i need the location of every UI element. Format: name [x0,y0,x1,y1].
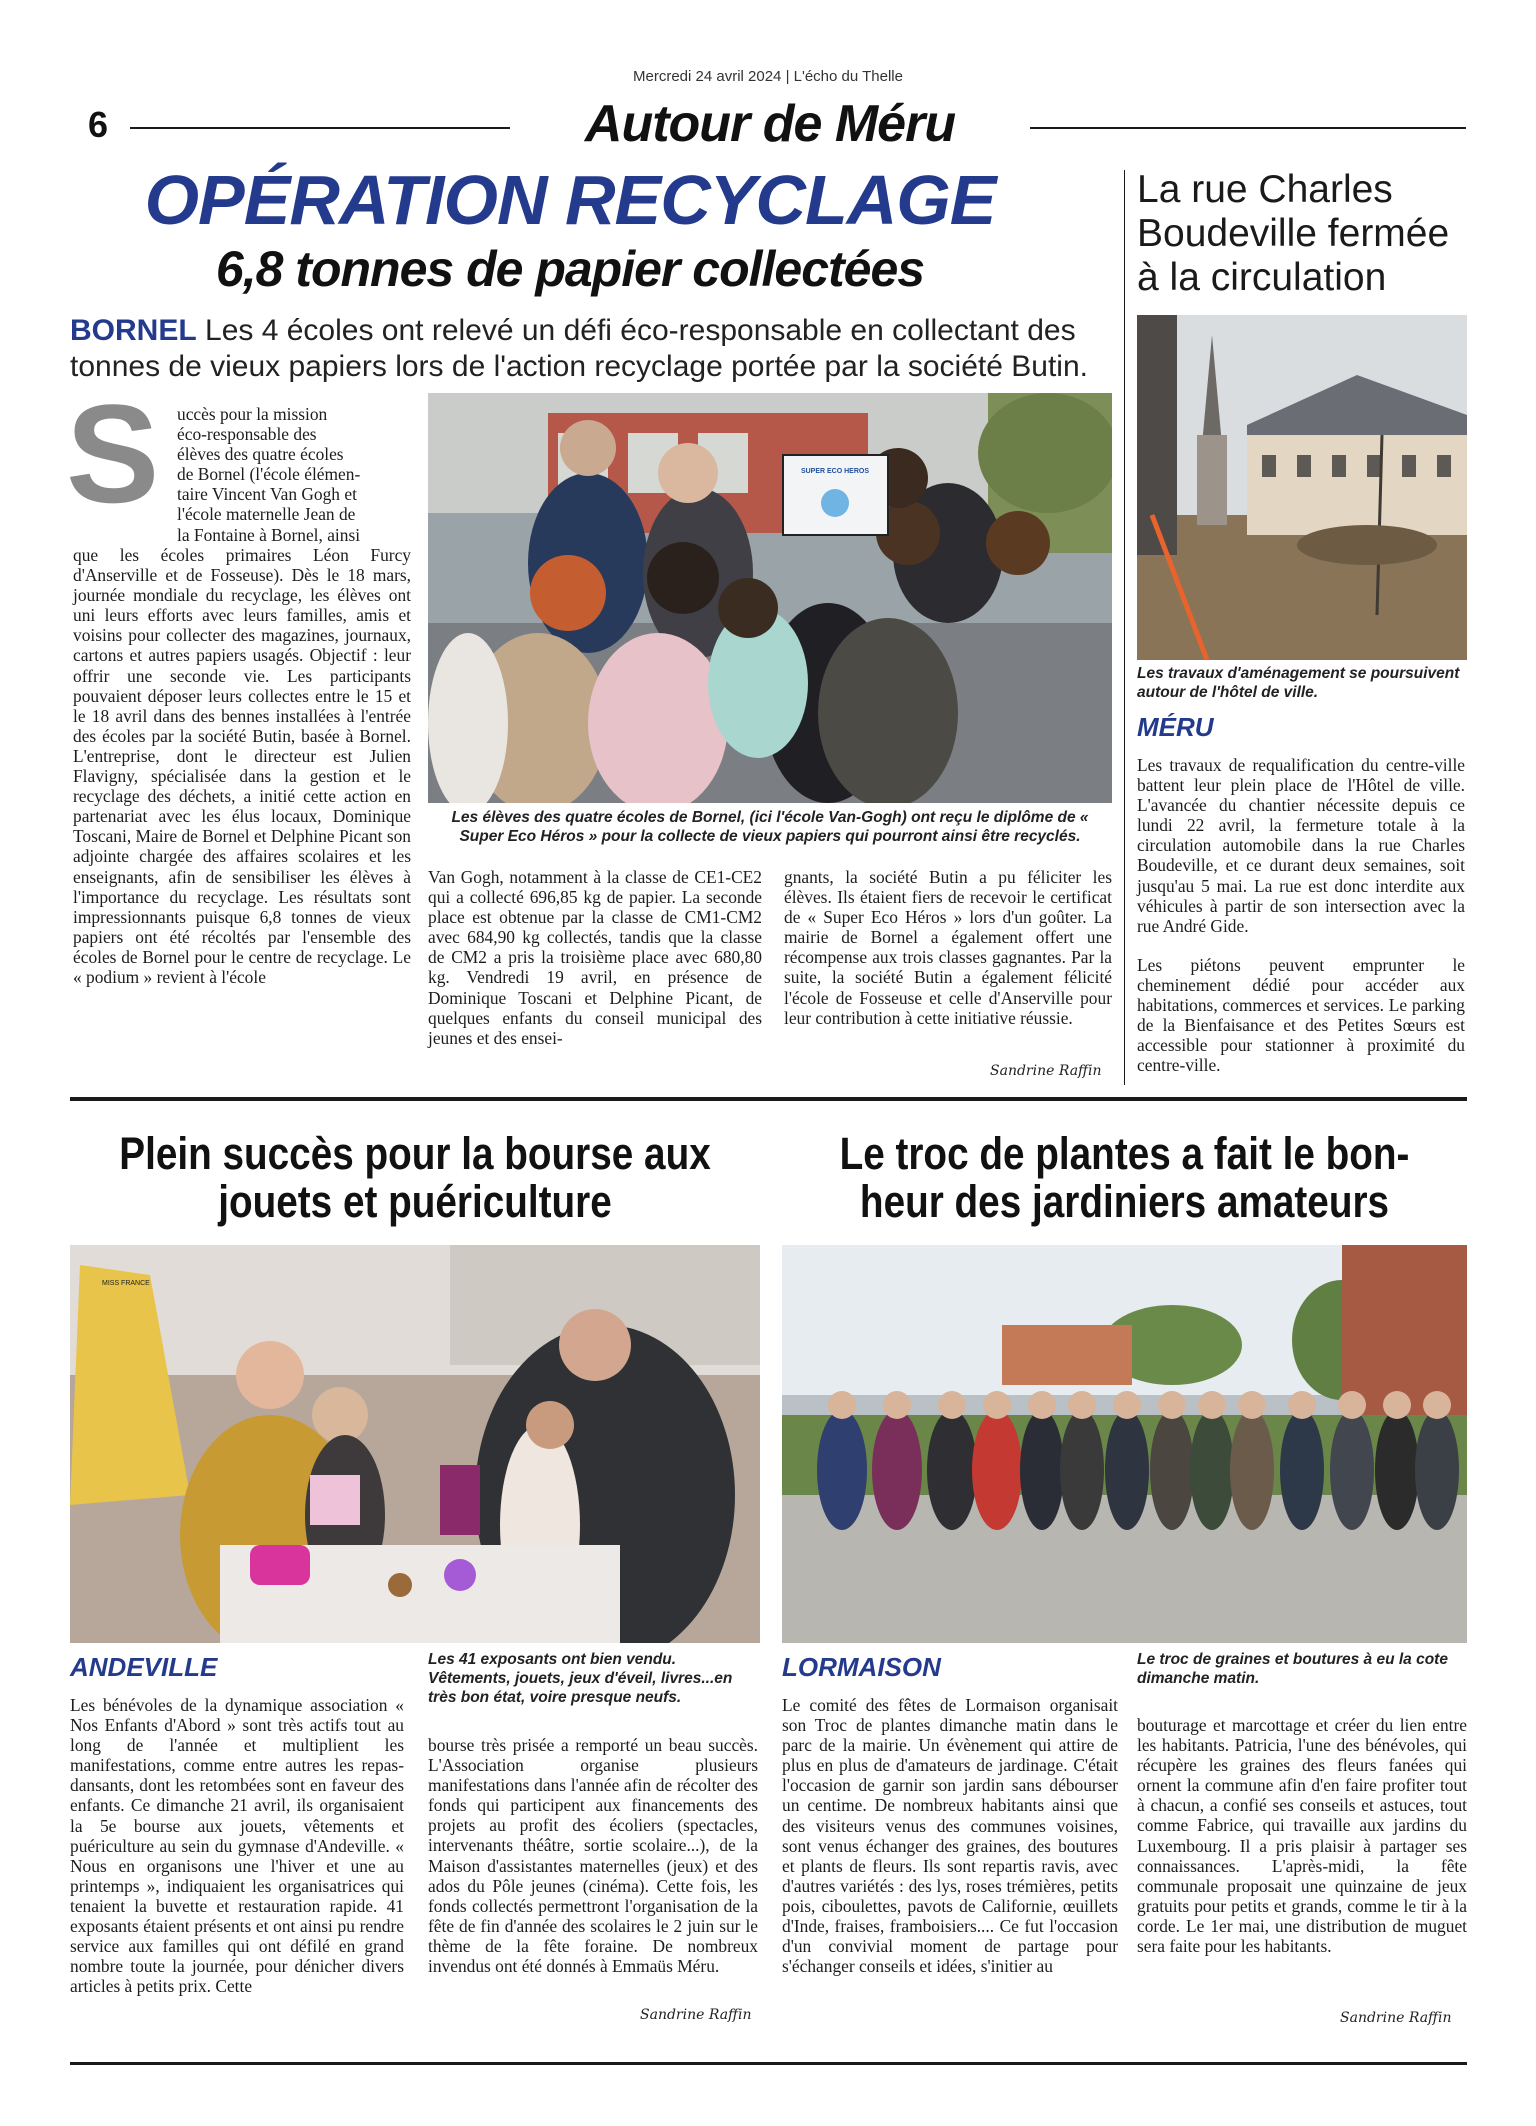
troc-title-line-1: Le troc de plantes a fait le bon- [839,1128,1410,1179]
intro-line: de Bornel (l'école élémen- [177,464,361,485]
sash-text: MISS FRANCE [102,1280,150,1287]
intro-line: l'école maternelle Jean de [177,504,356,525]
intro-line: éco-responsable des [177,424,317,445]
troc-title [830,1130,1419,1226]
bourse-title [118,1130,711,1226]
main-photo [428,393,1112,803]
intro-line: taire Vincent Van Gogh et [177,484,357,505]
main-subtitle: 6,8 tonnes de papier collectées [215,241,925,297]
chapo-place: BORNEL [70,314,197,347]
section-title: Autour de Méru [584,95,956,153]
main-photo-caption: Les élèves des quatre écoles de Bornel, (ici l'école Van-Gogh) ont reçu le diplôme de « Super Eco Héros » pour la collecte de vieux papiers qui pourront ainsi être recyclés. [451,809,1089,845]
certificate-text: SUPER ECO HEROS [800,468,870,475]
side-body-1: Les travaux de requalification du centre-ville battent leur plein place de l'Hôtel de ville. L'avancée du chantier nécessite depuis ce lundi 22 avril, la fermeture totale à la circulation automobile dans la rue Charles Boudeville, et ce durant deux semaines, soit jusqu'au 5 mai. La rue est donc interdite aux véhicules à partir de son intersection avec la rue André Gide. [1137,755,1465,936]
side-title-line: La rue Charles [1137,168,1393,211]
side-title-line: à la circulation [1137,256,1387,299]
bourse-caption: Les 41 exposants ont bien vendu. Vêtements, jouets, jeux d'éveil, livres...en très bon état, voire presque neufs. [428,1651,733,1706]
bourse-title-line-1: Plein succès pour la bourse aux [119,1128,711,1179]
bourse-col1-body: Les bénévoles de la dynamique association « Nos Enfants d'Abord » sont très actifs tout au long de l'année et multiplient les manifestations, comme entre autres les repas-dansants, dont les retombées sont en faveur des enfants. Ce dimanche 21 avril, ils organisaient la 5e bourse aux jouets, vêtements et puériculture au sein du gymnase d'Andeville. « Nous en organisons une l'hiver et une au printemps », indiquaient les organisatrices qui tenaient la buvette et restauration rapide. 41 exposants étaient présents et ont ainsi pu rendre service aux familles qui ont défilé en grand nombre toute la journée, pour dénicher divers articles à petits prix. Cette [70,1695,404,1997]
bourse-place: ANDEVILLE [70,1652,218,1682]
side-photo-caption: Les travaux d'aménagement se poursuivent autour de l'hôtel de ville. [1137,665,1460,701]
side-photo [1137,315,1467,660]
vertical-divider [1124,170,1125,1085]
bottom-rule [70,2062,1467,2065]
troc-title-line-2: heur des jardiniers amateurs [859,1176,1390,1227]
troc-col2-body: bouturage et marcottage et créer du lien entre les habitants. Patricia, l'une des bénévoles, qui récupère les graines des fleurs fanées qui ornent la commune afin d'en faire profiter tout à chacun, a confié ses conseils et astuces, tout comme Fabrice, qui travaille aux jardins du Luxembourg. Il a pris plaisir à partager ses connaissances. L'après-midi, la fête communale proposait une quinzaine de jeux gratuits pour petits et grands, comme le tir à la corde. Le 1er mai, une distribution de muguet sera faite pour les habitants. [1137,1715,1467,1957]
troc-place: LORMAISON [782,1652,941,1682]
bourse-col2-body: bourse très prisée a remporté un beau succès. L'Association organise plusieurs manifestations dans l'année afin de récolter des fonds qui participent aux financements des projets au profit des écoliers (spectacles, intervenants théâtre, sortie scolaire...), de la Maison d'assistantes maternelles (jeux) et des ados du Pôle jeunes (cinéma). Cette fois, les fonds collectés permettront l'organisation de la fête de fin d'année des scolaires le 2 juin sur le thème de la fête foraine. De nombreux invendus ont été donnés à Emmaüs Méru. [428,1735,758,1977]
chapo-line-2: tonnes de vieux papiers lors de l'action recyclage portée par la société Butin. [70,350,1088,383]
main-col1-body: que les écoles primaires Léon Furcy d'Anserville et de Fosseuse). Dès le 18 mars, journée mondiale du recyclage, les élèves ont uni leurs efforts avec leurs familles, amis et voisins pour collecter des magazines, journaux, cartons et autres papiers usagés. Objectif : leur offrir une seconde vie. Les participants pouvaient déposer leurs collectes entre le 15 et le 18 avril dans des bennes installées à l'entrée des écoles par la société Butin, basée à Bornel. L'entreprise, dont le directeur est Julien Flavigny, spécialisée dans la gestion et le recyclage des déchets, a initié cette action en partenariat avec les élus locaux, Dominique Toscani, Maire de Bornel et Delphine Picant son adjointe chargée des affaires scolaires et les enseignants, afin de sensibiliser les élèves à l'importance du recyclage. Les résultats sont impressionnants puisque 6,8 tonnes de vieux papiers ont été récoltés par l'ensemble des écoles de Bornel pour le centre de recyclage. Le « podium » revient à l'école [73,545,411,987]
side-title [1137,168,1467,300]
header-rule-right [1030,127,1466,129]
bourse-title-line-2: jouets et puériculture [218,1176,612,1227]
main-signature: Sandrine Raffin [990,1063,1102,1079]
side-body-2: Les piétons peuvent emprunter le cheminement dédié pour accéder aux habitations, commerces et services. Le parking de la Bienfaisance et des Petites Sœurs est accessible pour stationner à proximité du centre-ville. [1137,955,1465,1076]
header-rule-left [130,127,510,129]
main-col1-intro [177,404,411,545]
bourse-photo [70,1245,760,1643]
intro-line: la Fontaine à Bornel, ainsi [177,524,361,545]
troc-caption: Le troc de graines et boutures à eu la cote dimanche matin. [1137,1651,1448,1687]
main-chapo [70,313,1120,385]
troc-signature: Sandrine Raffin [1340,2010,1452,2026]
main-col2-body: Van Gogh, notamment à la classe de CE1-CE2 qui a collecté 696,85 kg de papier. La seconde place est obtenue par la classe de CM1-CM2 avec 684,90 kg collectés, tandis que la classe de CM2 a pris la troisième place avec 680,80 kg. Vendredi 19 avril, en présence de Dominique Toscani et Delphine Picant, de quelques enfants du conseil municipal des jeunes et des ensei- [428,867,762,1048]
main-kicker: OPÉRATION RECYCLAGE [144,161,996,239]
intro-line: élèves des quatre écoles [177,444,344,465]
section-divider [70,1097,1467,1101]
chapo-line-1: Les 4 écoles ont relevé un défi éco-responsable en collectant des [205,314,1076,347]
side-title-line: Boudeville fermée [1137,212,1450,255]
side-place: MÉRU [1137,712,1214,742]
drop-cap: S [66,375,160,532]
main-col3-body: gnants, la société Butin a pu féliciter les élèves. Ils étaient fiers de recevoir le certificat de « Super Eco Héros » lors d'un goûter. La mairie de Bornel a également offert une récompense aux trois classes gagnantes. Par la suite, la société Butin a également félicité l'école de Fosseuse et celle d'Anserville pour leur contribution à cette initiative réussie. [784,867,1112,1028]
intro-line: uccès pour la mission [177,404,328,424]
dateline: Mercredi 24 avril 2024 | L'écho du Thelle [633,68,903,85]
page-number: 6 [88,104,109,145]
troc-col1-body: Le comité des fêtes de Lormaison organisait son Troc de plantes dimanche matin dans le parc de la mairie. Un évènement qui attire de plus en plus de d'amateurs de jardinage. C'était l'occasion de garnir son jardin sans débourser un centime. De nombreux habitants ainsi que des visiteurs venus des communes voisines, sont venus échanger des graines, des boutures et plants de fleurs. Ils sont repartis ravis, avec d'autres variétés : des lys, roses trémières, petits pois, ciboulettes, pavots de Californie, œuillets d'Inde, fraises, framboisiers.... Ce fut l'occasion d'un convivial moment de partage pour s'échanger conseils et idées, s'initier au [782,1695,1118,1977]
bourse-signature: Sandrine Raffin [640,2007,752,2023]
troc-photo [782,1245,1467,1643]
